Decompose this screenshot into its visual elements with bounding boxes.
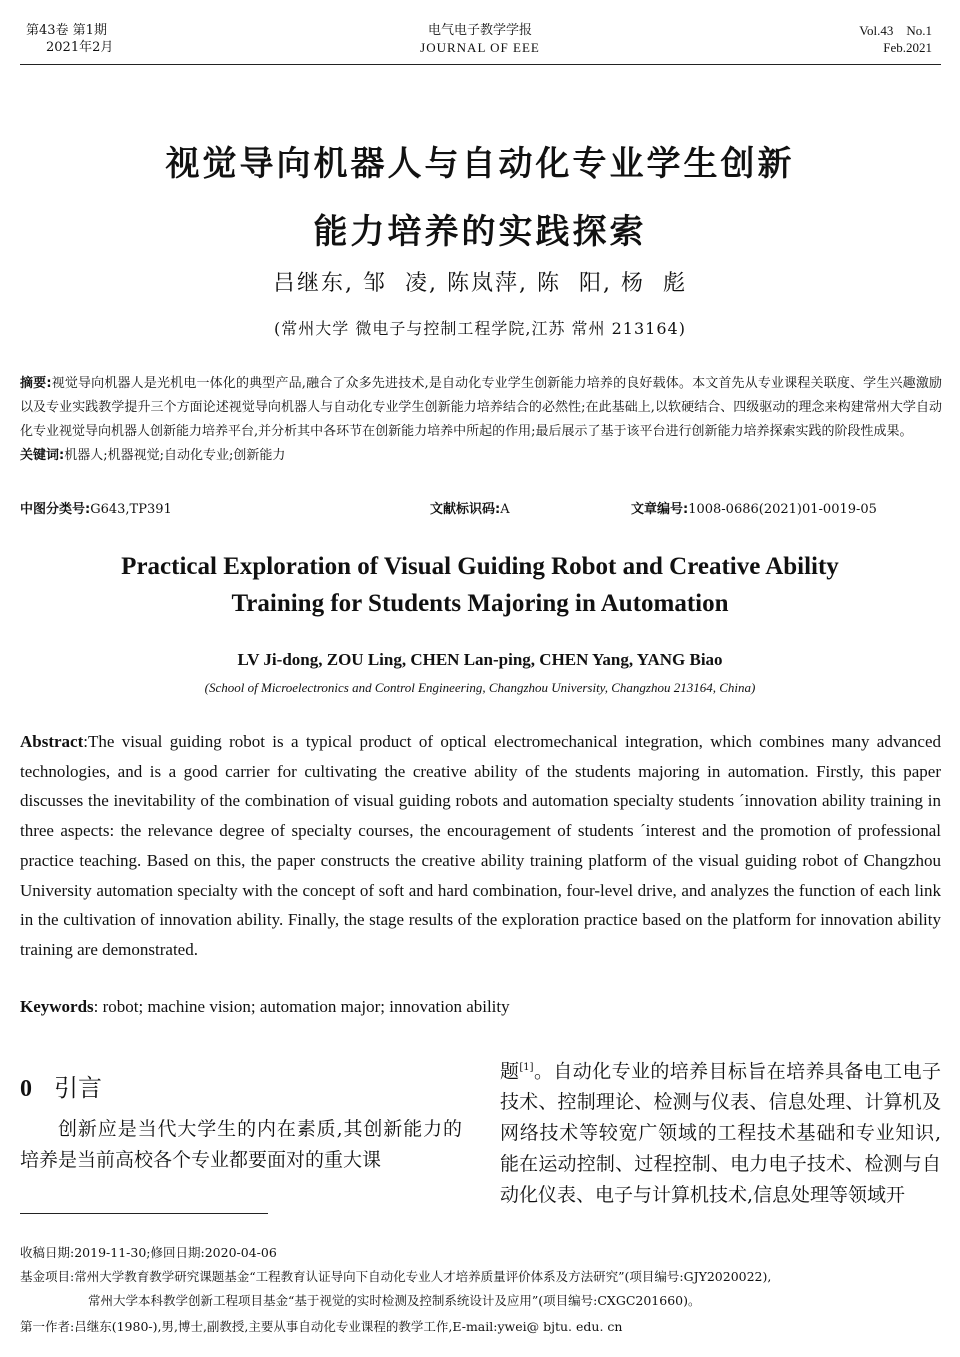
body-right-start: 题 [500,1060,520,1083]
issue-date-en: Feb.2021 [883,40,932,55]
issue-date-cn: 2021年2月 [46,40,114,55]
header-right [859,22,932,56]
abstract-en-label: Abstract [20,732,84,751]
section-heading [20,1068,102,1103]
article-no-value: 1008-0686(2021)01-0019-05 [688,502,877,517]
affiliation-cn: (常州大学 微电子与控制工程学院,江苏 常州 213164) [274,319,686,338]
volume-issue-en: Vol.43 No.1 [859,23,932,38]
header-center [0,22,960,56]
footnote-received: 收稿日期:2019-11-30;修回日期:2020-04-06 [20,1245,277,1260]
citation-ref: [1] [519,1062,534,1073]
title-cn-line2: 能力培养的实践探索 [313,212,647,252]
doc-code-label: 文献标识码: [430,502,501,517]
abstract-cn-label: 摘要: [20,376,52,391]
footnote-fund-line1: 基金项目:常州大学教育教学研究课题基金“工程教育认证导向下自动化专业人才培养质量评价体系及方法研究”(项目编号:GJY2020022), [20,1269,772,1284]
header-rule [20,64,941,65]
keywords-cn-text: 机器人;机器视觉;自动化专业;创新能力 [64,448,286,463]
section-number: 0 [20,1076,32,1102]
body-left-column [20,1114,462,1176]
affiliation-en: (School of Microelectronics and Control Engineering, Changzhou University, Changzhou 213164, China) [204,680,756,695]
volume-issue: 第43卷 第1期 [26,23,107,38]
abstract-en-text: :The visual guiding robot is a typical product of optical electromechanical integration, which combines many advanced technologies, and is a good carrier for cultivating the creative ability of the students majoring in automation. Firstly, this paper discusses the inevitability of the combination of visual guiding robots and automation specialty students ´innovation ability training in three aspects: the relevance degree of specialty courses, the encouragement of students ´interest and the promotion of professional practice teaching. Based on this, the paper constructs the creative ability training platform of the visual guiding robot of Changzhou University automation specialty with the concept of soft and hard combination, four-level drive, and analyzes the function of each link in the cultivation of innovation ability. Finally, the stage results of the exploration practice based on the platform for innovation ability training are demonstrated. [20,732,941,959]
abstract-cn [20,372,942,468]
doc-code [430,498,510,517]
clc-value: G643,TP391 [90,502,172,517]
article-number [631,498,877,517]
title-en-line2: Training for Students Majoring in Automation [231,590,729,617]
keywords-en-label: Keywords [20,997,94,1016]
title-cn-line1: 视觉导向机器人与自动化专业学生创新 [165,144,795,184]
section-title: 引言 [54,1074,102,1102]
body-right-column [500,1052,941,1211]
abstract-cn-text: 视觉导向机器人是光机电一体化的典型产品,融合了众多先进技术,是自动化专业学生创新能力培养的良好载体。本文首先从专业课程关联度、学生兴趣激励以及专业实践教学提升三个方面论述视觉导向机器人与自动化专业学生创新能力培养结合的必然性;在此基础上,以软硬结合、四级驱动的理念来构建常州大学自动化专业视觉导向机器人创新能力培养平台,并分析其中各环节在创新能力培养中所起的作用;最后展示了基于该平台进行创新能力培养探索实践的阶段性成果。 [20,376,942,439]
abstract-en [20,727,941,965]
authors-en: LV Ji-dong, ZOU Ling, CHEN Lan-ping, CHEN Yang, YANG Biao [237,650,723,669]
journal-name-cn: 电气电子教学学报 [427,23,532,38]
body-left-paragraph: 创新应是当代大学生的内在素质,其创新能力的培养是当前高校各个专业都要面对的重大课 [20,1118,462,1171]
body-right-paragraph: 。自动化专业的培养目标旨在培养具备电工电子技术、控制理论、检测与仪表、信息处理、计算机及网络技术等较宽广领域的工程技术基础和专业知识,能在运动控制、过程控制、电力电子技术、检测与自动化仪表、电子与计算机技术,信息处理等领域开 [500,1060,941,1207]
keywords-en-text: : robot; machine vision; automation major; innovation ability [93,997,510,1016]
clc-label: 中图分类号: [20,502,91,517]
clc-number [20,498,172,517]
journal-name-en: JOURNAL OF EEE [420,40,540,55]
doc-code-value: A [500,502,510,517]
keywords-cn-label: 关键词: [20,448,65,463]
keywords-en [20,997,941,1017]
footnote-author: 第一作者:吕继东(1980-),男,博士,副教授,主要从事自动化专业课程的教学工作,E-mail:ywei@ bjtu. edu. cn [20,1319,623,1334]
article-no-label: 文章编号: [631,502,689,517]
authors-cn: 吕继东, 邹 凌, 陈岚萍, 陈 阳, 杨 彪 [273,271,687,296]
footnote-rule [20,1213,268,1214]
footnote-fund-line2: 常州大学本科教学创新工程项目基金“基于视觉的实时检测及控制系统设计及应用”(项目编号:CXGC201660)。 [88,1293,701,1308]
title-en-line1: Practical Exploration of Visual Guiding Robot and Creative Ability [121,553,839,580]
